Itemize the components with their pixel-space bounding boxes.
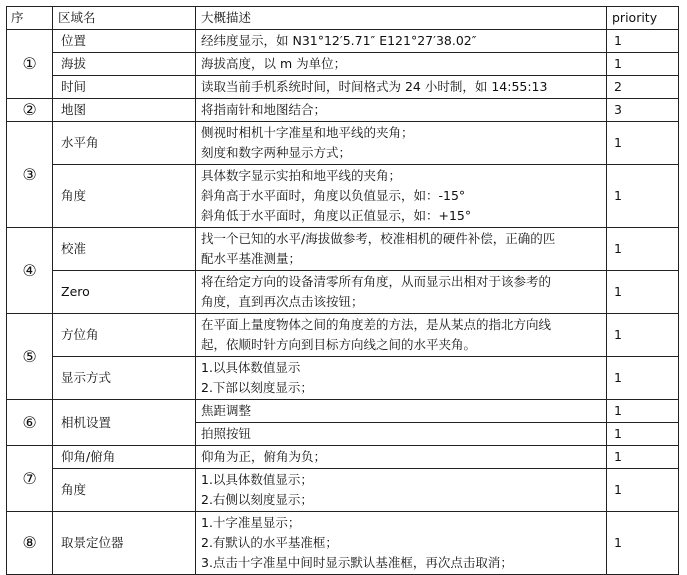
- group-number: ②: [7, 99, 53, 122]
- table-row: [7, 314, 679, 357]
- description-line: 1.十字准星显示；: [201, 515, 301, 530]
- table-row: [7, 76, 679, 99]
- description: [196, 314, 607, 357]
- description-line: 焦距调整: [201, 403, 252, 418]
- description-line: 仰角为正，俯角为负；: [201, 449, 327, 464]
- area-name: Zero: [53, 271, 196, 314]
- description: [196, 228, 607, 271]
- area-name: 仰角/俯角: [53, 446, 196, 469]
- description-line: 将指南针和地图结合；: [201, 102, 327, 117]
- group-number: ⑥: [7, 400, 53, 446]
- description-line: 2.有默认的水平基准框；: [201, 535, 338, 550]
- area-name: 方位角: [53, 314, 196, 357]
- group-number: ⑧: [7, 512, 53, 575]
- table-row: [7, 99, 679, 122]
- description-line: 经纬度显示，如 N31°12′5.71″ E121°27′38.02″: [201, 33, 477, 48]
- table-row: [7, 400, 679, 423]
- description: [196, 400, 607, 423]
- description-line: 起，依顺时针方向到目标方向线之间的水平夹角。: [201, 337, 477, 352]
- description: [196, 30, 607, 53]
- area-name: 角度: [53, 165, 196, 228]
- area-name: 水平角: [53, 122, 196, 165]
- area-name: 校准: [53, 228, 196, 271]
- priority-value: 1: [607, 314, 679, 357]
- description: [196, 76, 607, 99]
- group-number: ④: [7, 228, 53, 314]
- description: [196, 512, 607, 575]
- table-row: [7, 271, 679, 314]
- area-name: 显示方式: [53, 357, 196, 400]
- priority-value: 1: [607, 30, 679, 53]
- priority-value: 3: [607, 99, 679, 122]
- description: [196, 446, 607, 469]
- table-row: [7, 165, 679, 228]
- header-desc: 大概描述: [196, 7, 607, 30]
- description-line: 2.右侧以刻度显示；: [201, 492, 313, 507]
- description-line: 斜角高于水平面时，角度以负值显示，如：-15°: [201, 188, 466, 203]
- description-line: 找一个已知的水平/海拔做参考，校准相机的硬件补偿，正确的匹: [201, 231, 556, 246]
- table-row: [7, 357, 679, 400]
- priority-value: 1: [607, 512, 679, 575]
- requirements-table: [6, 6, 679, 575]
- table-row: [7, 228, 679, 271]
- priority-value: 2: [607, 76, 679, 99]
- priority-value: 1: [607, 271, 679, 314]
- priority-value: 1: [607, 400, 679, 423]
- header-row: [7, 7, 679, 30]
- table-row: [7, 30, 679, 53]
- description: [196, 99, 607, 122]
- header-seq: 序: [7, 7, 53, 30]
- group-number: ⑤: [7, 314, 53, 400]
- priority-value: 1: [607, 228, 679, 271]
- area-name: 地图: [53, 99, 196, 122]
- description: [196, 122, 607, 165]
- description: [196, 469, 607, 512]
- priority-value: 1: [607, 53, 679, 76]
- description-line: 将在给定方向的设备清零所有角度，从而显示出相对于该参考的: [201, 274, 552, 289]
- area-name: 时间: [53, 76, 196, 99]
- priority-value: 1: [607, 165, 679, 228]
- area-name: 取景定位器: [53, 512, 196, 575]
- table-row: [7, 446, 679, 469]
- description-line: 拍照按钮: [201, 426, 252, 441]
- group-number: ①: [7, 30, 53, 99]
- description: [196, 271, 607, 314]
- description-line: 具体数字显示实拍和地平线的夹角；: [201, 168, 402, 183]
- description: [196, 53, 607, 76]
- group-number: ③: [7, 122, 53, 228]
- description: [196, 165, 607, 228]
- description: [196, 357, 607, 400]
- table-row: [7, 53, 679, 76]
- group-number: ⑦: [7, 446, 53, 512]
- header-priority: priority: [607, 7, 679, 30]
- description-line: 配水平基准测量；: [201, 251, 302, 266]
- description-line: 海拔高度，以 m 为单位；: [201, 56, 347, 71]
- area-name: 相机设置: [53, 400, 196, 446]
- area-name: 位置: [53, 30, 196, 53]
- description-line: 刻度和数字两种显示方式；: [201, 145, 352, 160]
- area-name: 角度: [53, 469, 196, 512]
- table-row: [7, 512, 679, 575]
- priority-value: 1: [607, 469, 679, 512]
- priority-value: 1: [607, 122, 679, 165]
- table-row: [7, 469, 679, 512]
- priority-value: 1: [607, 423, 679, 446]
- description-line: 1.以具体数值显示: [201, 360, 301, 375]
- table-row: [7, 122, 679, 165]
- header-area: 区域名: [53, 7, 196, 30]
- description-line: 角度，直到再次点击该按钮；: [201, 294, 364, 309]
- description-line: 读取当前手机系统时间，时间格式为 24 小时制，如 14:55:13: [201, 79, 548, 94]
- description-line: 在平面上量度物体之间的角度差的方法，是从某点的指北方向线: [201, 317, 552, 332]
- description-line: 侧视时相机十字准星和地平线的夹角；: [201, 125, 414, 140]
- priority-value: 1: [607, 446, 679, 469]
- area-name: 海拔: [53, 53, 196, 76]
- description-line: 斜角低于水平面时，角度以正值显示，如：+15°: [201, 208, 472, 223]
- description-line: 2.下部以刻度显示；: [201, 380, 313, 395]
- description-line: 1.以具体数值显示；: [201, 472, 313, 487]
- description: [196, 423, 607, 446]
- description-line: 3.点击十字准星中间时显示默认基准框，再次点击取消；: [201, 555, 513, 570]
- priority-value: 1: [607, 357, 679, 400]
